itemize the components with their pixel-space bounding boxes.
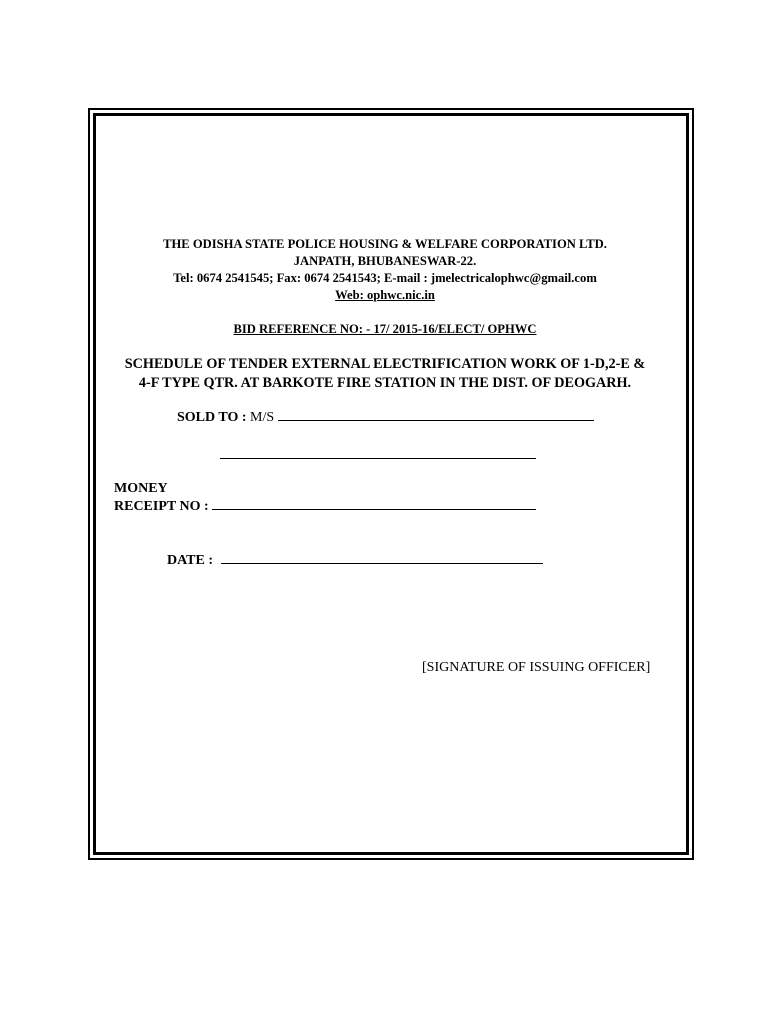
signature-label: [SIGNATURE OF ISSUING OFFICER]: [422, 660, 651, 675]
sold-to-blank-2[interactable]: [220, 447, 536, 459]
bid-reference-text: BID REFERENCE NO: - 17/ 2015-16/ELECT/ OPHWC: [233, 322, 537, 336]
receipt-row: [114, 498, 536, 515]
org-web: [0, 288, 770, 303]
date-row: [167, 552, 543, 569]
date-label: DATE :: [167, 553, 214, 568]
receipt-blank[interactable]: [212, 498, 536, 510]
page-border-inner: [93, 113, 689, 855]
sold-to-line2: [220, 446, 536, 464]
org-contact: Tel: 0674 2541545; Fax: 0674 2541543; E-mail : jmelectricalophwc@gmail.com: [173, 271, 597, 285]
money-label: MONEY: [114, 481, 168, 496]
org-name: THE ODISHA STATE POLICE HOUSING & WELFARE CORPORATION LTD.: [163, 237, 607, 251]
org-web-link[interactable]: Web: ophwc.nic.in: [335, 288, 435, 302]
sold-to-row: [177, 409, 594, 426]
org-address: JANPATH, BHUBANESWAR-22.: [293, 254, 477, 268]
sold-to-prefix: M/S: [250, 410, 275, 425]
date-blank[interactable]: [221, 552, 543, 564]
schedule-title-line2: 4-F TYPE QTR. AT BARKOTE FIRE STATION IN THE DIST. OF DEOGARH.: [138, 375, 632, 391]
sold-to-blank[interactable]: [278, 409, 594, 421]
sold-to-label: SOLD TO :: [177, 410, 247, 425]
schedule-title-line1: SCHEDULE OF TENDER EXTERNAL ELECTRIFICATION WORK OF 1-D,2-E &: [124, 356, 646, 372]
bid-reference: [0, 322, 770, 337]
receipt-label: RECEIPT NO :: [114, 499, 209, 514]
